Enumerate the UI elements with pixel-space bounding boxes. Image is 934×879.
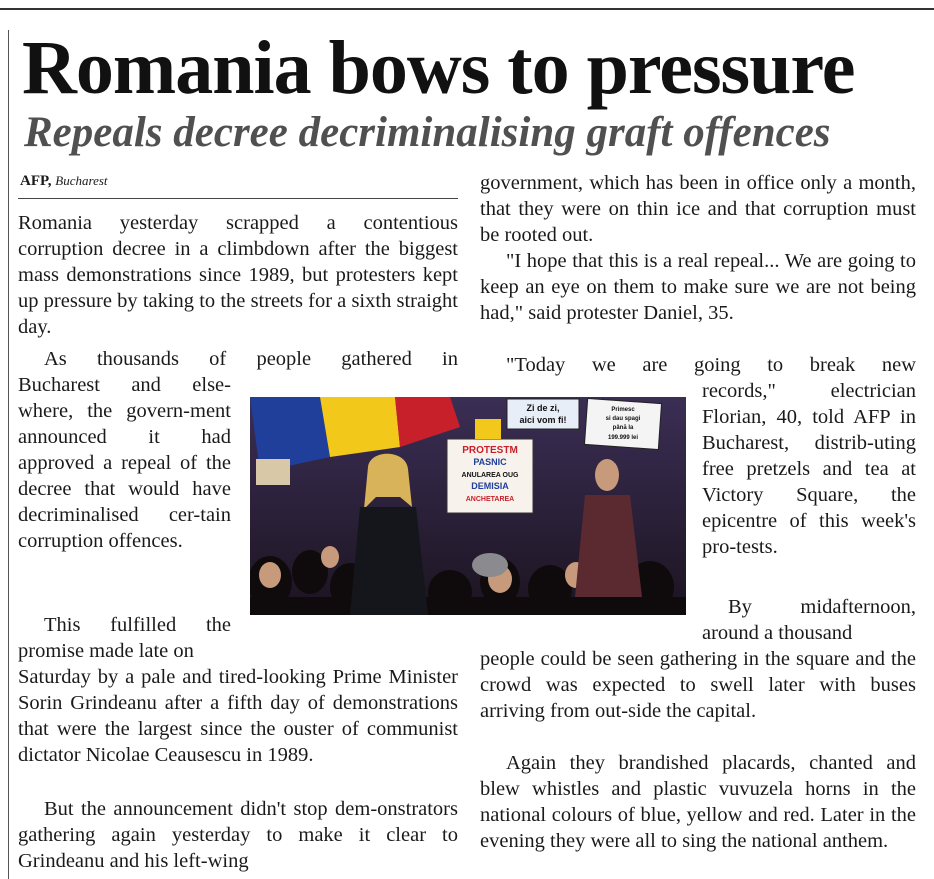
placard-2-line-1: Primesc [611,407,635,413]
placard-1-line-2: aici vom fi! [519,415,567,425]
placard-2-line-2: si dau spagi [605,416,641,422]
col2-paragraph-4-wrap: By midafternoon, around a thousand [702,596,916,644]
col1-paragraph-1: Romania yesterday scrapped a contentious corruption decree in a climbdown after the biggest mass demonstrations since 1989, but protesters kept up pressure by taking to the streets for a sixth straight day. [18,212,458,338]
dark-coat [350,507,428,615]
small-sign-left [256,459,290,485]
protest-photo-illustration [250,397,686,615]
placard-1-line-1: Zi de zi, [526,403,560,413]
placard-zi-de-zi [507,399,579,429]
col2-paragraph-3-line-1: "Today we are going to break new [506,354,916,376]
col2-paragraph-2: "I hope that this is a real repeal... We are going to keep an eye on them to make sure we are not being had," said protester Daniel, 35. [480,250,916,324]
col2-paragraph-1: government, which has been in office only a month, that they were on thin ice and that corruption must be rooted out. [480,172,916,246]
col1-paragraph-3: Saturday by a pale and tired-looking Prime Minister Sorin Grindeanu after a fifth day of demonstrations that were the largest since the ouster of communist dictator Nicolae Ceausescu in 1989. [18,666,458,766]
col1-paragraph-4: But the announcement didn't stop dem-onstrators gathering again yesterday to make it clear to Grindeanu and his left-wing [18,798,458,872]
byline-city: Bucharest [55,173,108,188]
placard-3-line-5: ANCHETAREA [465,496,515,503]
byline [20,172,108,190]
placard-2-line-4: 199.999 lei [607,435,639,441]
col1-paragraph-2-line-1: As thousands of people gathered in [44,348,458,370]
col2-paragraph-4: people could be seen gathering in the square and the crowd was expected to swell later with buses arriving from out-side the capital. [480,648,916,722]
placard-2-line-3: până la [612,425,634,431]
headline: Romania bows to pressure [22,26,855,110]
placard-protestm-pasnic [447,439,533,513]
byline-rule [18,198,458,199]
placard-primesc [584,398,661,449]
col2-paragraph-5: Again they brandished placards, chanted and blew whistles and plastic vuvuzela horns in the national colours of blue, yellow and red. Later in the evening they were all to sing the national anthem. [480,752,916,852]
top-rule [0,8,934,10]
placard-3-line-4: DEMISIA [471,481,509,491]
col2-paragraph-3-wrap: records," electrician Florian, 40, told AFP in Bucharest, distrib-uting free pretzels and tea at Victory Square, the epicentre of this week's pro-tests. [702,380,916,558]
placard-3-line-1: PROTESTM [462,445,518,456]
placard-3-line-3: ANULAREA OUG [461,472,519,479]
byline-agency: AFP, [20,173,52,189]
grey-beanie [472,553,508,577]
col1-paragraph-2-wrap: Bucharest and else-where, the govern-ment announced it had approved a repeal of the decree that would have decriminalised cer-tain corruption offences. [18,374,231,552]
flag-yellow-stripe [320,397,400,457]
protest-photo [250,397,686,615]
placard-3-line-2: PASNIC [473,457,507,467]
left-column-rule [8,30,9,879]
col1-paragraph-3-wrap: This fulfilled the promise made late on [18,614,231,662]
small-yellow-sign [475,419,501,439]
subheadline: Repeals decree decriminalising graft offences [24,109,831,156]
